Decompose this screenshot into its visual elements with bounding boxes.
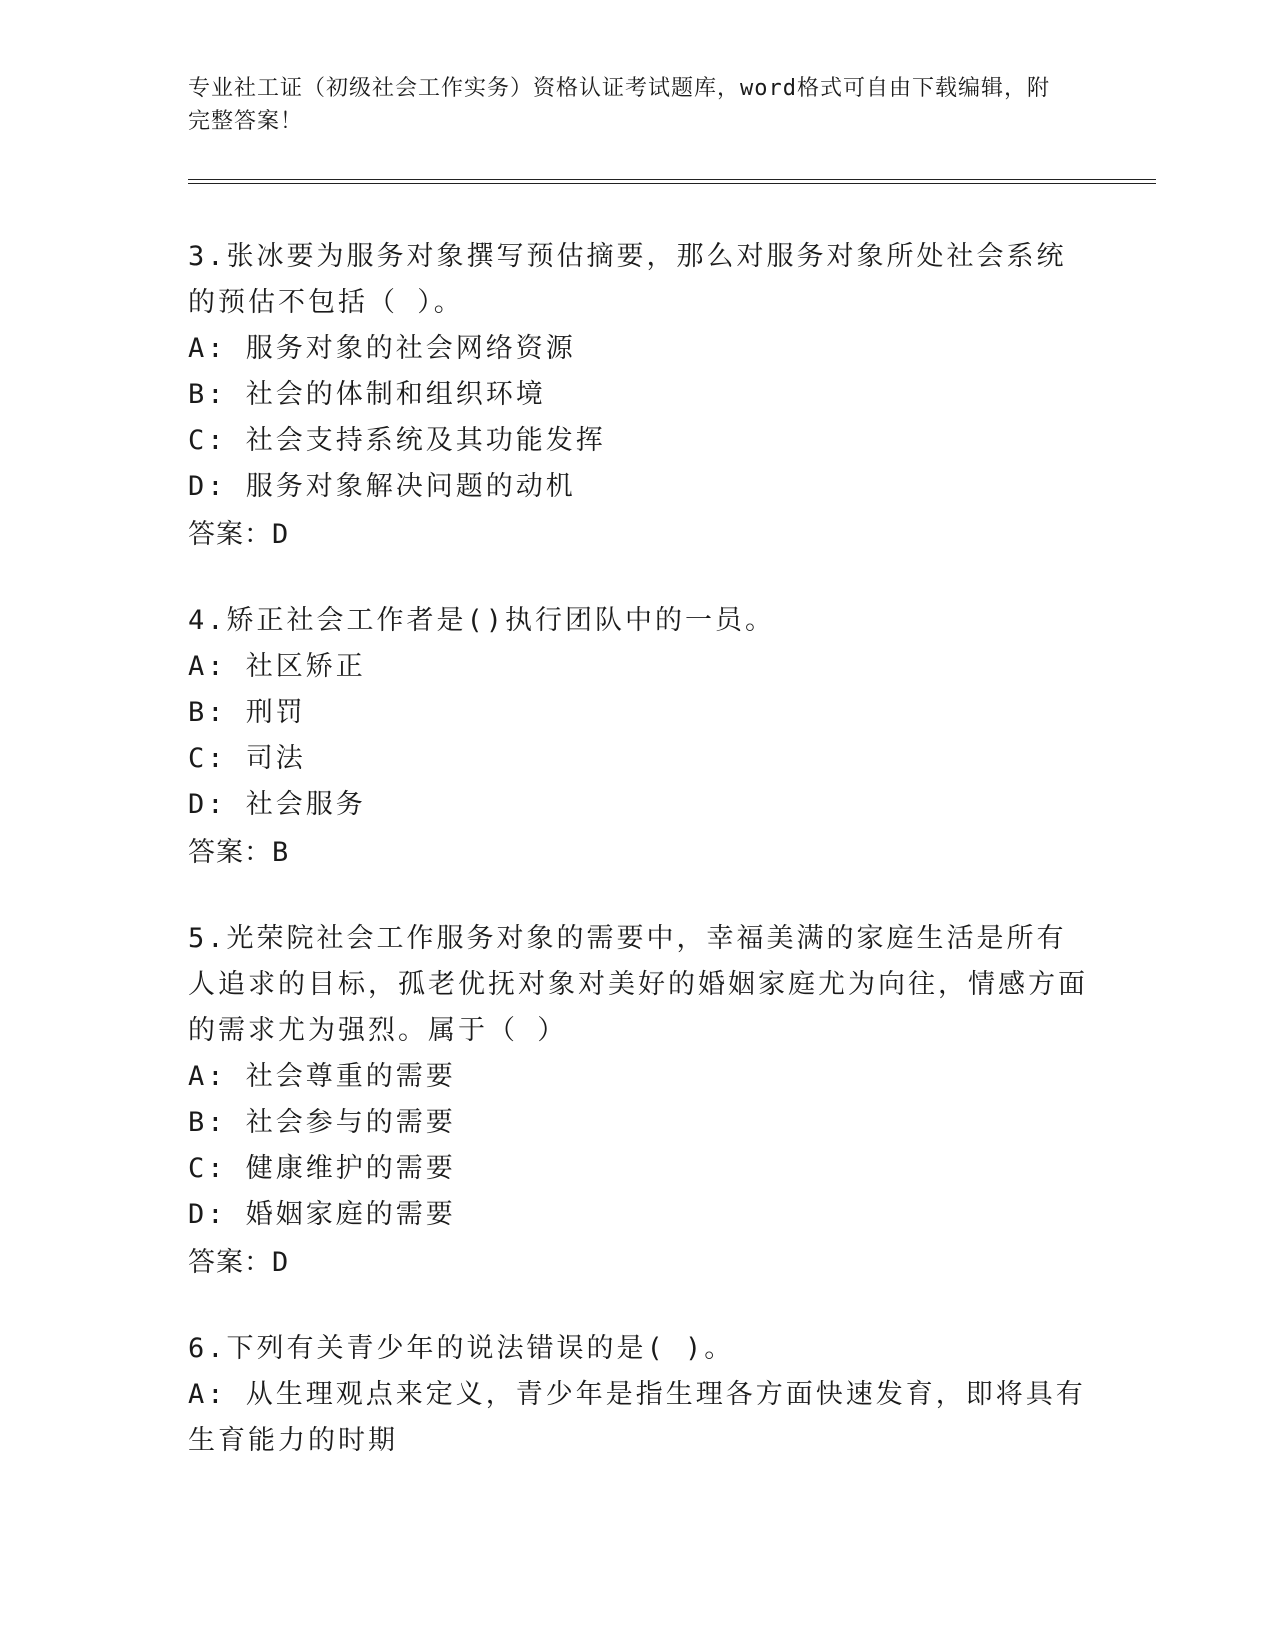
question-text: 5.光荣院社会工作服务对象的需要中，幸福美满的家庭生活是所有人追求的目标，孤老优抚对象对美好的婚姻家庭尤为向往，情感方面的需求尤为强烈。属于（ ）	[188, 923, 1088, 1046]
option-b: B: 社会的体制和组织环境	[188, 379, 546, 410]
answer-value: B	[272, 837, 290, 868]
header-divider-bottom	[188, 183, 1156, 184]
option-a: A: 社区矫正	[188, 651, 366, 682]
question-3	[188, 234, 1088, 558]
question-list	[188, 234, 1088, 1504]
answer-label: 答案：	[188, 1247, 272, 1278]
question-text: 4.矫正社会工作者是()执行团队中的一员。	[188, 605, 776, 636]
option-b: B: 刑罚	[188, 697, 306, 728]
option-a: A: 服务对象的社会网络资源	[188, 333, 576, 364]
option-d: D: 婚姻家庭的需要	[188, 1199, 456, 1230]
question-5	[188, 916, 1088, 1286]
answer-label: 答案：	[188, 519, 272, 550]
question-6	[188, 1326, 1088, 1464]
option-c: C: 司法	[188, 743, 306, 774]
question-text: 3.张冰要为服务对象撰写预估摘要，那么对服务对象所处社会系统的预估不包括（ ）。	[188, 241, 1067, 318]
question-4	[188, 598, 1088, 876]
answer-value: D	[272, 1247, 290, 1278]
option-a: A: 从生理观点来定义，青少年是指生理各方面快速发育，即将具有生育能力的时期	[188, 1379, 1086, 1456]
option-c: C: 社会支持系统及其功能发挥	[188, 425, 606, 456]
question-text: 6.下列有关青少年的说法错误的是( )。	[188, 1333, 735, 1364]
answer-line	[188, 1240, 1088, 1286]
document-header: 专业社工证（初级社会工作实务）资格认证考试题库，word格式可自由下载编辑，附完整答案！	[188, 76, 1050, 134]
answer-label: 答案：	[188, 837, 272, 868]
option-b: B: 社会参与的需要	[188, 1107, 456, 1138]
answer-line	[188, 512, 1088, 558]
option-a: A: 社会尊重的需要	[188, 1061, 456, 1092]
option-c: C: 健康维护的需要	[188, 1153, 456, 1184]
header-divider-top	[188, 179, 1156, 180]
option-d: D: 社会服务	[188, 789, 366, 820]
option-d: D: 服务对象解决问题的动机	[188, 471, 576, 502]
answer-value: D	[272, 519, 290, 550]
answer-line	[188, 830, 1088, 876]
